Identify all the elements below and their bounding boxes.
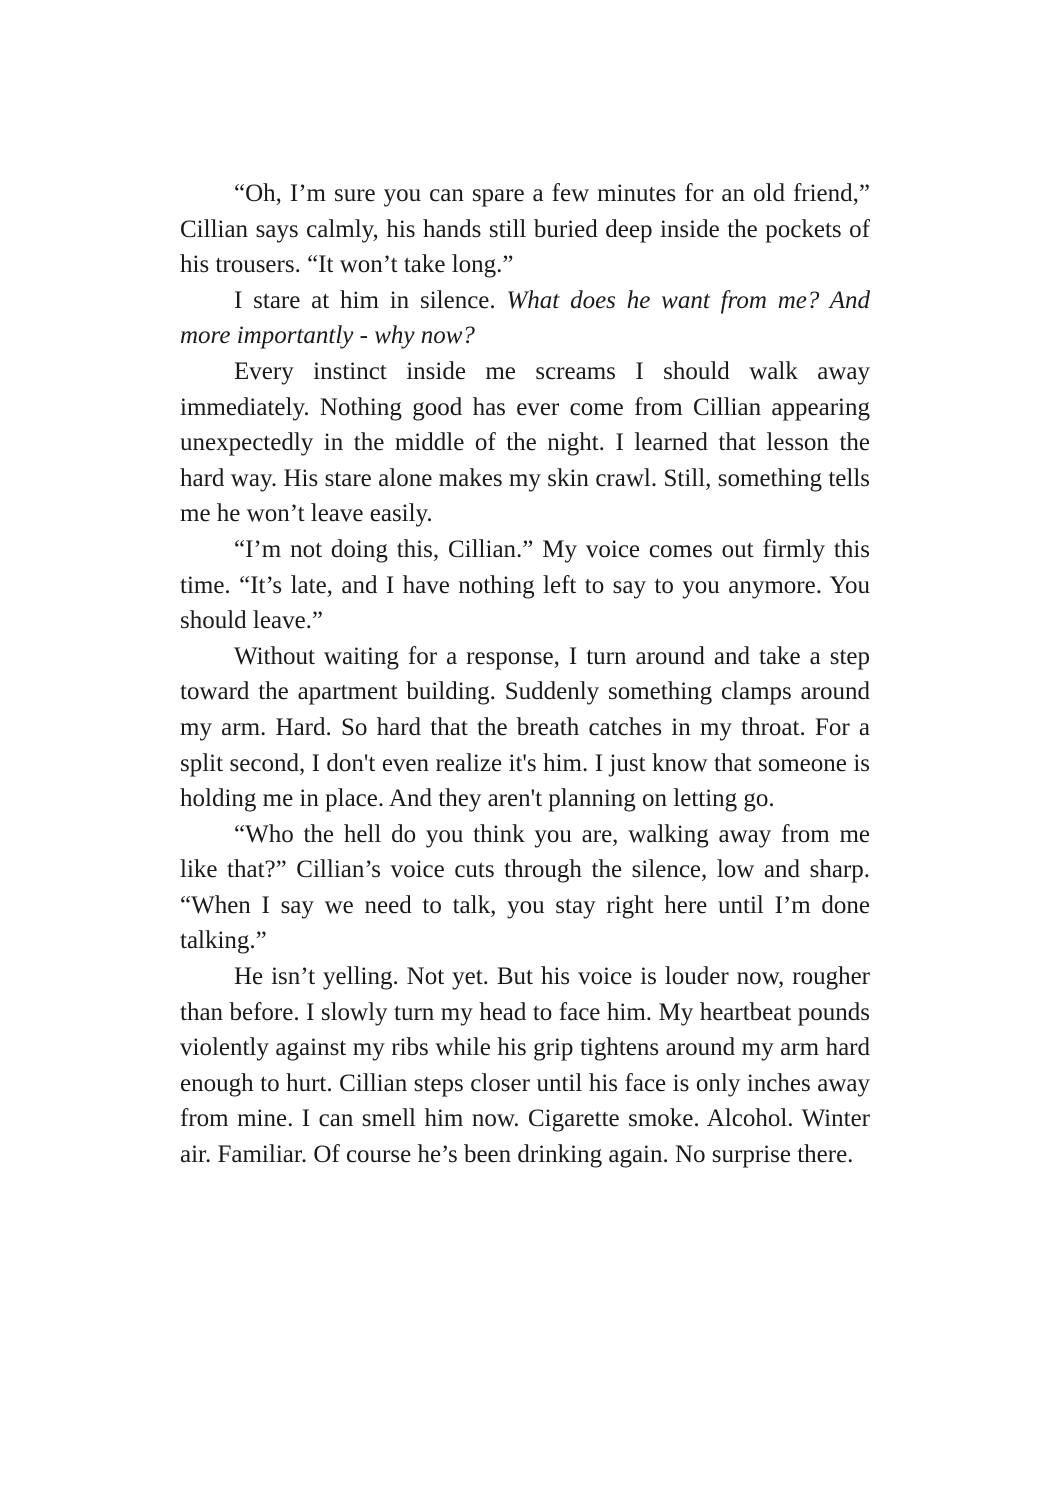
paragraph-5: Without waiting for a response, I turn around and take a step toward the apartment building. Suddenly something clamps around my arm. Hard. So hard that the breath catches in my throat. For a split second, I don't even realize it's him. I just know that someone is holding me in place. And they aren't planning on letting go. <box>180 642 870 813</box>
paragraph-2: I stare at him in silence. What does he want from me? And more importantly - why now? <box>180 286 870 350</box>
paragraph-6: “Who the hell do you think you are, walking away from me like that?” Cillian’s voice cuts through the silence, low and sharp. “When I say we need to talk, you stay right here until I’m done talking.” <box>180 820 870 955</box>
paragraph-3: Every instinct inside me screams I should walk away immediately. Nothing good has ever come from Cillian appearing unexpectedly in the middle of the night. I learned that lesson the hard way. His stare alone makes my skin crawl. Still, something tells me he won’t leave easily. <box>180 357 870 528</box>
paragraph-1: “Oh, I’m sure you can spare a few minutes for an old friend,” Cillian says calmly, his hands still buried deep inside the pockets of his trousers. “It won’t take long.” <box>180 180 870 279</box>
paragraph-7: He isn’t yelling. Not yet. But his voice is louder now, rougher than before. I slowly turn my head to face him. My heartbeat pounds violently against my ribs while his grip tightens around my arm hard enough to hurt. Cillian steps closer until his face is only inches away from mine. I can smell him now. Cigarette smoke. Alcohol. Winter air. Familiar. Of course he’s been drinking again. No surprise there. <box>180 963 870 1169</box>
body-text <box>180 176 870 1173</box>
italic-thought: What does he want from me? And more importantly - why now? <box>180 286 870 350</box>
paragraph-4: “I’m not doing this, Cillian.” My voice comes out firmly this time. “It’s late, and I have nothing left to say to you anymore. You should leave.” <box>180 535 870 635</box>
